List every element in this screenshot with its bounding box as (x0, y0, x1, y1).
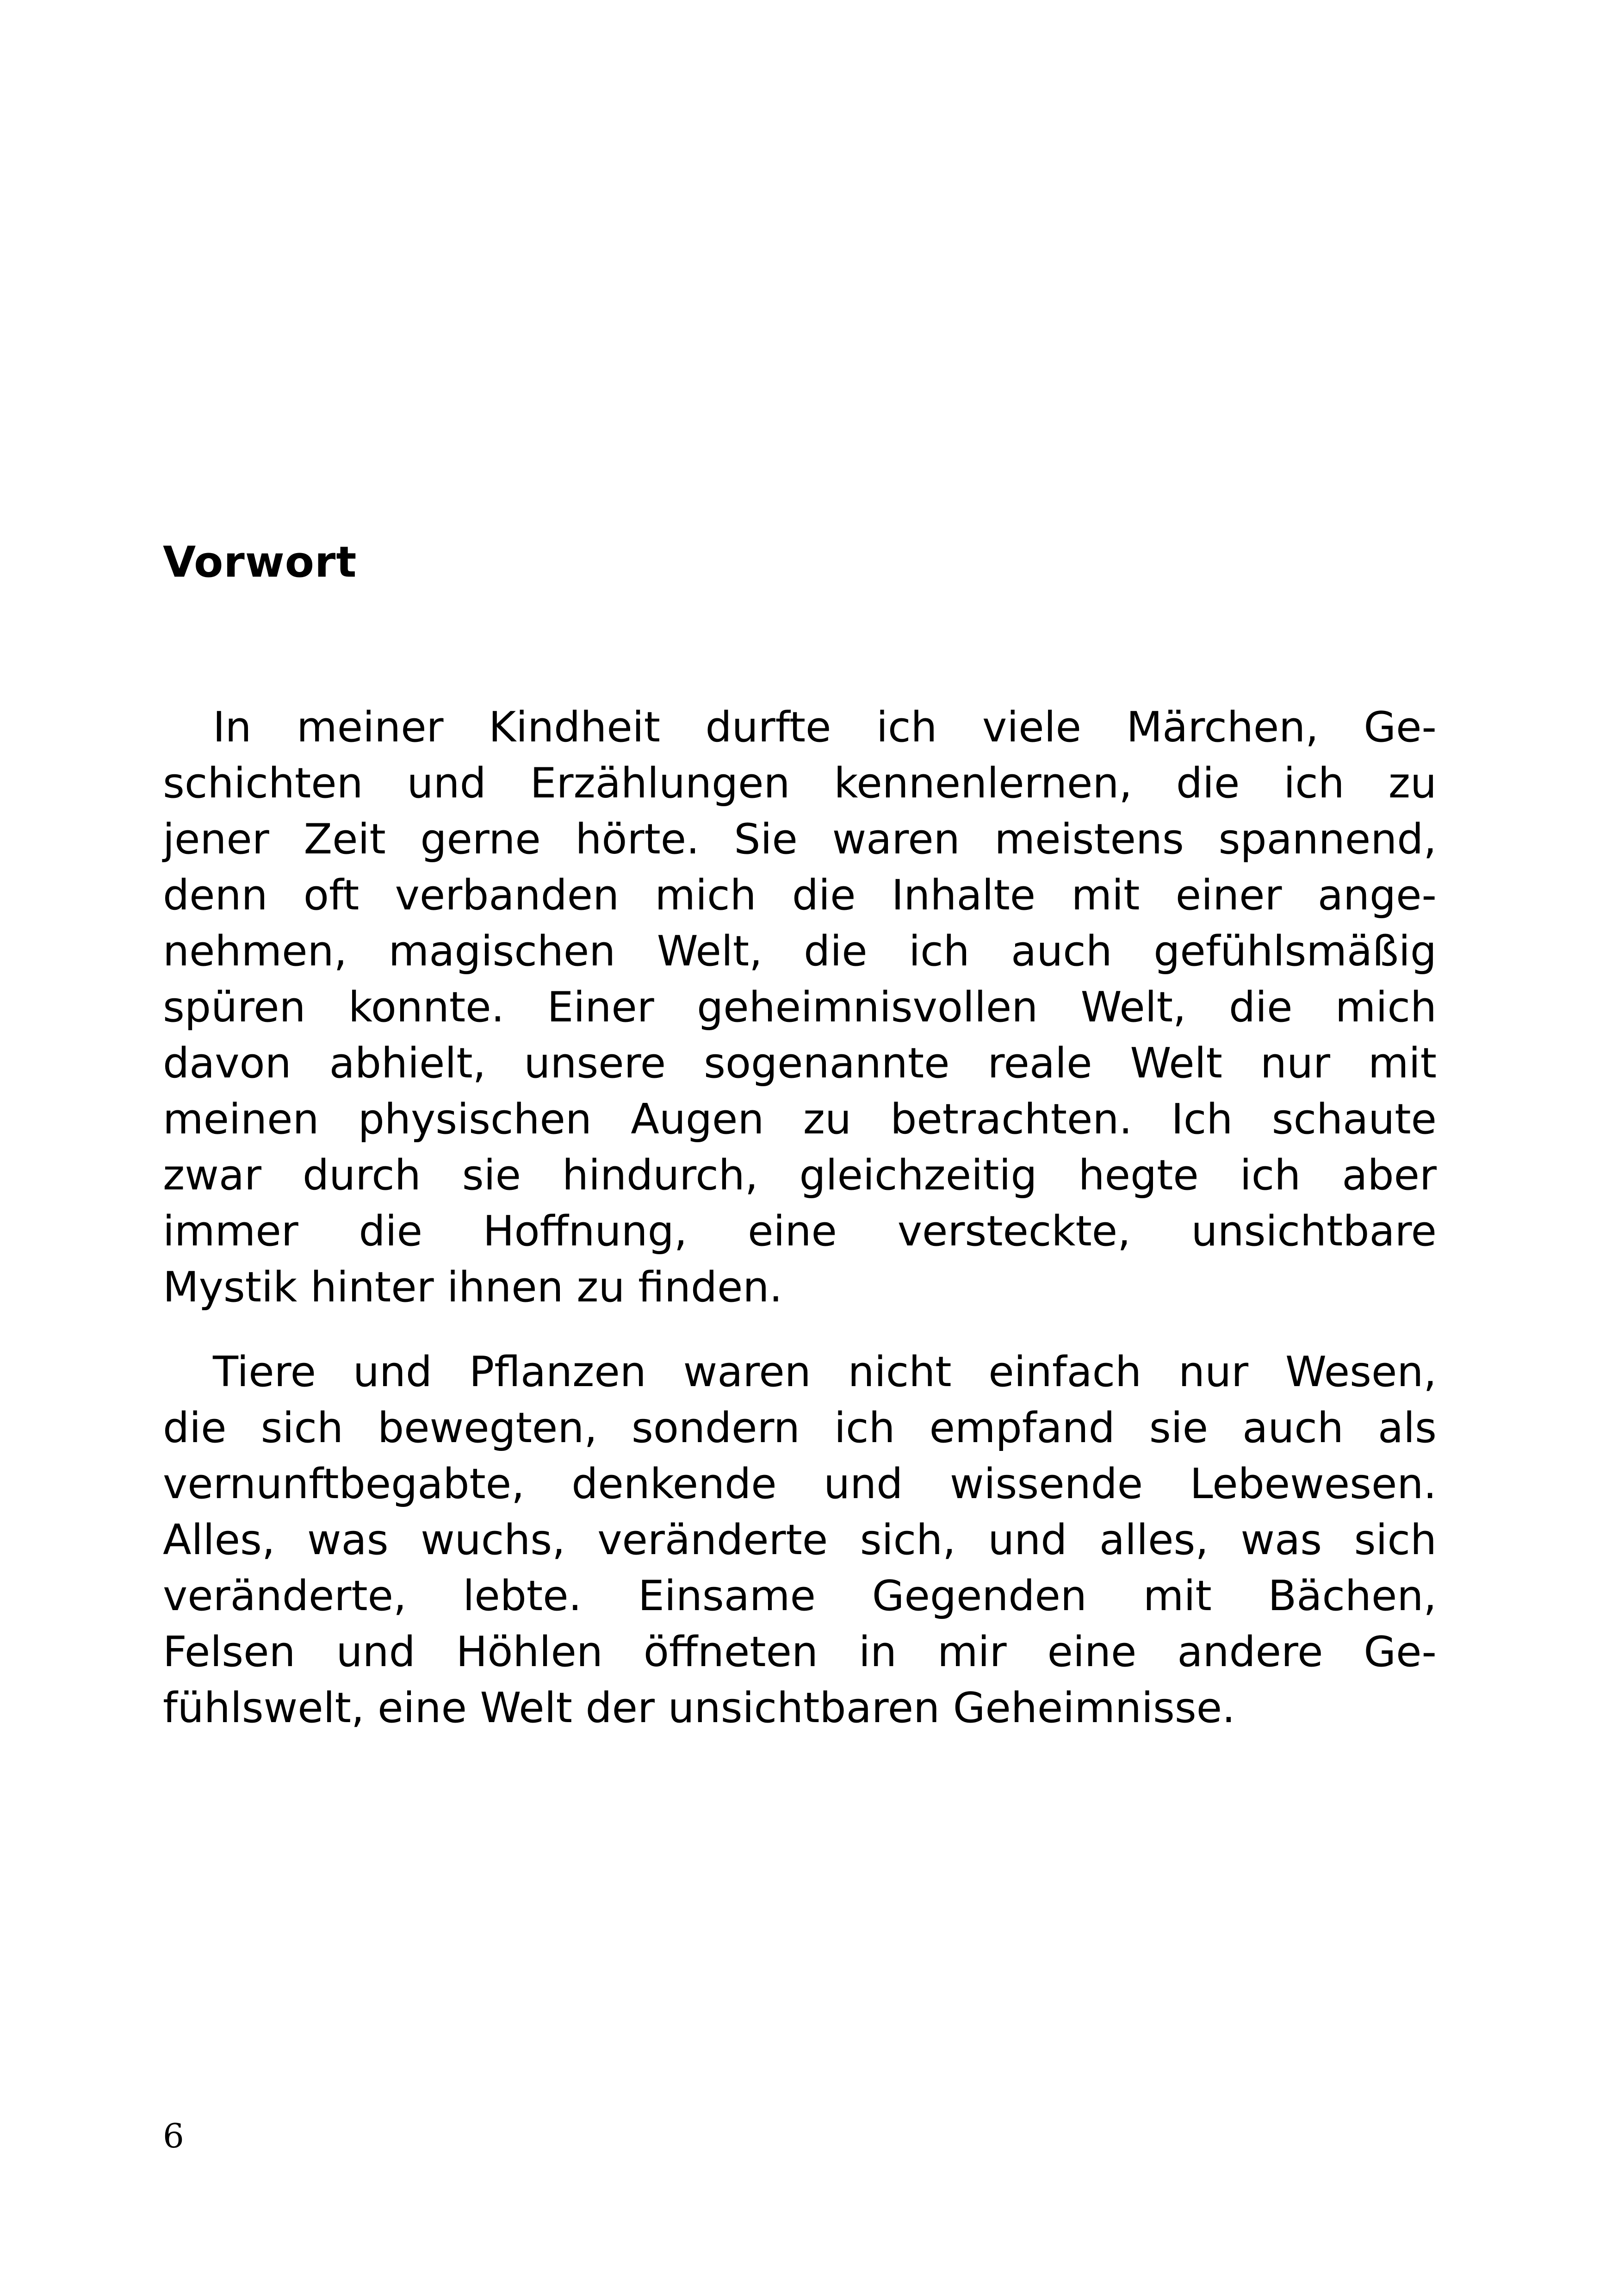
paragraph-line: Alles, was wuchs, veränderte sich, und alles, was sich (163, 1516, 1437, 1564)
paragraph-line: vernunftbegabte, denkende und wissende Lebewesen. (163, 1460, 1437, 1508)
paragraph-line: In meiner Kindheit durfte ich viele Märchen, Ge- (213, 703, 1437, 752)
paragraph-line: Tiere und Pflanzen waren nicht einfach nur Wesen, (213, 1348, 1437, 1396)
paragraph-line: nehmen, magischen Welt, die ich auch gefühlsmäßig (163, 927, 1437, 976)
paragraph-line: zwar durch sie hindurch, gleichzeitig hegte ich aber (163, 1151, 1437, 1200)
paragraph-2 (163, 1344, 1437, 1736)
paragraph-line: die sich bewegten, sondern ich empfand sie auch als (163, 1404, 1437, 1452)
paragraph-line: jener Zeit gerne hörte. Sie waren meistens spannend, (163, 815, 1437, 864)
paragraph-line: denn oft verbanden mich die Inhalte mit einer ange- (163, 871, 1437, 920)
paragraph-line: fühlswelt, eine Welt der unsichtbaren Geheimnisse. (163, 1684, 1235, 1732)
paragraph-line: immer die Hoffnung, eine versteckte, unsichtbare (163, 1207, 1437, 1256)
chapter-heading: Vorwort (163, 537, 357, 587)
paragraph-line: spüren konnte. Einer geheimnisvollen Welt, die mich (163, 983, 1437, 1032)
paragraph-line: schichten und Erzählungen kennenlernen, die ich zu (163, 759, 1437, 808)
paragraph-line: davon abhielt, unsere sogenannte reale Welt nur mit (163, 1039, 1437, 1088)
paragraph-1 (163, 699, 1437, 1315)
page-number: 6 (163, 2116, 184, 2155)
paragraph-line: Mystik hinter ihnen zu finden. (163, 1263, 783, 1312)
paragraph-line: Felsen und Höhlen öffneten in mir eine andere Ge- (163, 1628, 1437, 1676)
paragraph-line: veränderte, lebte. Einsame Gegenden mit Bächen, (163, 1572, 1437, 1620)
paragraph-line: meinen physischen Augen zu betrachten. Ich schaute (163, 1095, 1437, 1144)
